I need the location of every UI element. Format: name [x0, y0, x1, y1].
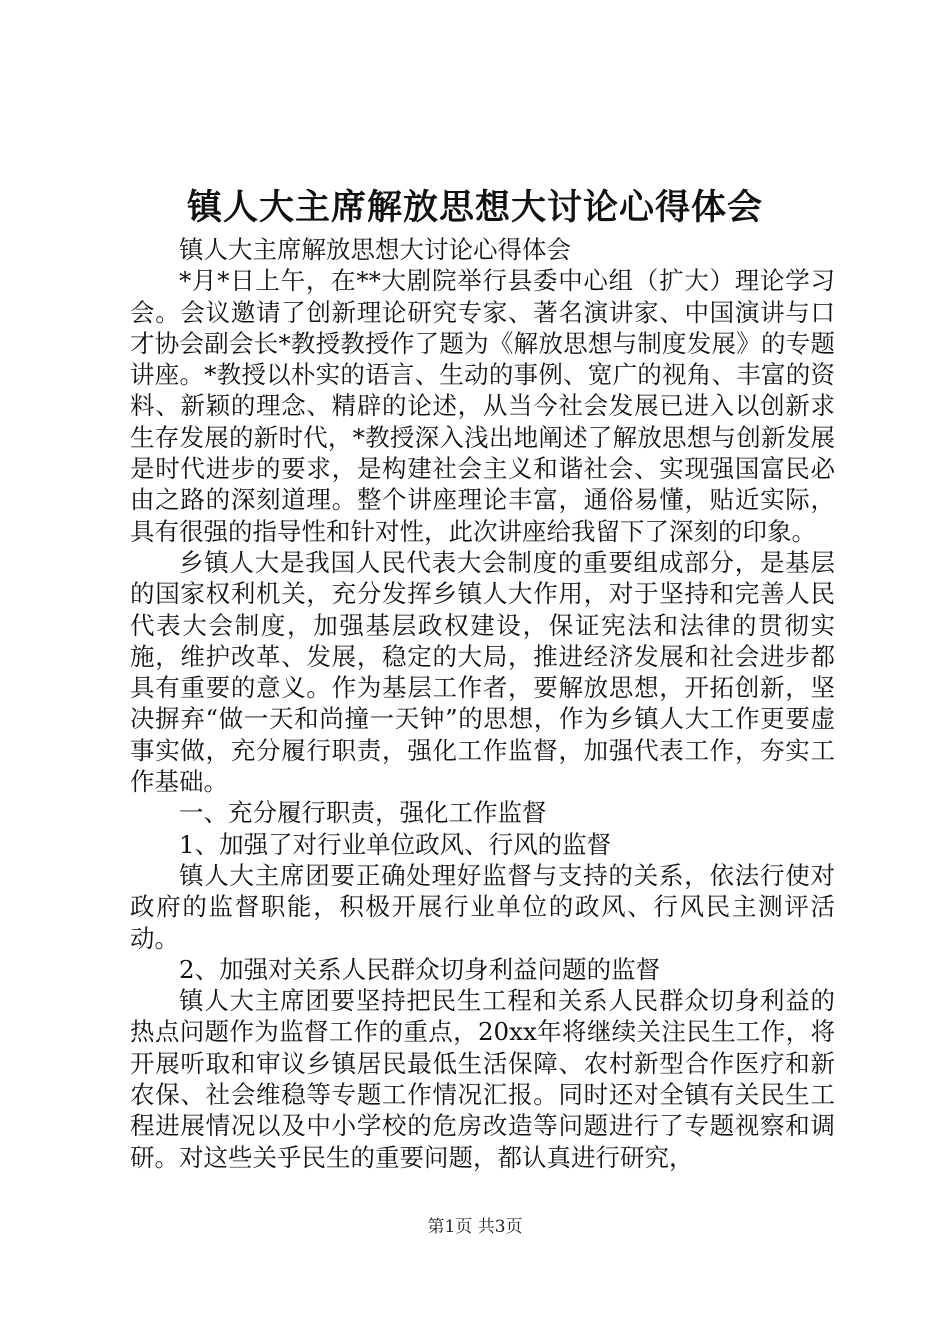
paragraph: 镇人大主席团要坚持把民生工程和关系人民群众切身利益的热点问题作为监督工作的重点，20xx年将继续关注民生工作，将开展听取和审议乡镇居民最低生活保障、农村新型合作医疗和新农保、社会维稳等专题工作情况汇报。同时还对全镇有关民生工程进展情况以及中小学校的危房改造等问题进行了专题视察和调研。对这些关乎民生的重要问题，都认真进行研究， [130, 986, 835, 1172]
paragraph: 乡镇人大是我国人民代表大会制度的重要组成部分，是基层的国家权利机关，充分发挥乡镇人大作用，对于坚持和完善人民代表大会制度，加强基层政权建设，保证宪法和法律的贯彻实施，维护改革、发展，稳定的大局，推进经济发展和社会进步都具有重要的意义。作为基层工作者，要解放思想，开拓创新，坚决摒弃“做一天和尚撞一天钟”的思想，作为乡镇人大工作更要虚事实做，充分履行职责，强化工作监督，加强代表工作，夯实工作基础。 [130, 547, 835, 797]
section-heading: 一、充分履行职责，强化工作监督 [179, 798, 547, 828]
paragraph-subtitle: 镇人大主席解放思想大讨论心得体会 [179, 235, 571, 264]
subsection-heading: 2、加强对关系人民群众切身利益问题的监督 [179, 954, 661, 984]
document-body [130, 234, 835, 1173]
subsection-heading: 1、加强了对行业单位政风、行风的监督 [179, 829, 612, 859]
page-title: 镇人大主席解放思想大讨论心得体会 [186, 187, 763, 228]
paragraph: 镇人大主席团要正确处理好监督与支持的关系，依法行使对政府的监督职能，积极开展行业单位的政风、行风民主测评活动。 [130, 860, 835, 953]
page-footer: 第1页 共3页 [427, 1217, 523, 1237]
paragraph: *月*日上午，在**大剧院举行县委中心组（扩大）理论学习会。会议邀请了创新理论研究专家、著名演讲家、中国演讲与口才协会副会长*教授教授作了题为《解放思想与制度发展》的专题讲座。*教授以朴实的语言、生动的事例、宽广的视角、丰富的资料、新颖的理念、精辟的论述，从当今社会发展已进入以创新求生存发展的新时代，*教授深入浅出地阐述了解放思想与创新发展是时代进步的要求，是构建社会主义和谐社会、实现强国富民必由之路的深刻道理。整个讲座理论丰富，通俗易懂，贴近实际，具有很强的指导性和针对性，此次讲座给我留下了深刻的印象。 [130, 266, 835, 546]
